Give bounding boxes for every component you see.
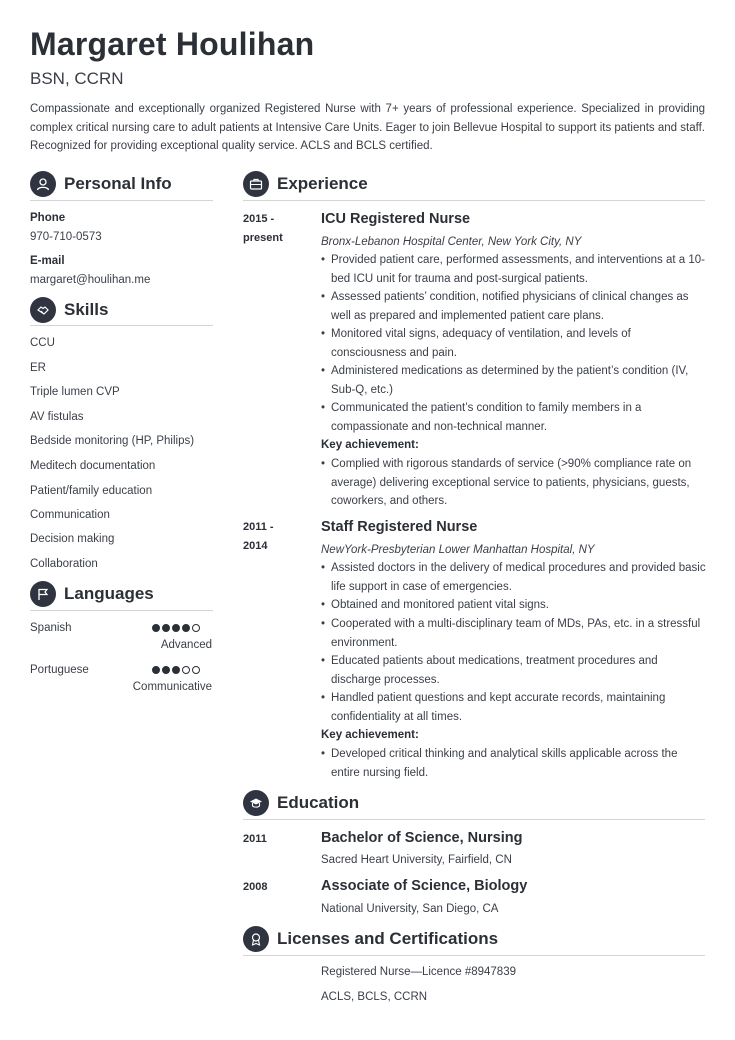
job-company: NewYork-Presbyterian Lower Manhattan Hospital, NY xyxy=(321,544,595,556)
skills-rule xyxy=(30,325,213,326)
job-bullet: • Provided patient care, performed assessments, and interventions at a 10-bed ICU unit for trauma and post-surgical patients. xyxy=(321,251,706,288)
rating-dot-filled xyxy=(172,624,180,632)
rating-dot-filled xyxy=(162,666,170,674)
job-bullet: • Handled patient questions and kept accurate records, maintaining confidentiality at all times. xyxy=(321,689,706,726)
language-level: Communicative xyxy=(132,681,212,693)
languages-rule xyxy=(30,610,213,611)
education-rule xyxy=(243,819,705,820)
skills-title: Skills xyxy=(64,300,109,319)
languages-title: Languages xyxy=(64,584,154,603)
education-year: 2011 xyxy=(243,833,267,845)
language-rating xyxy=(150,666,200,674)
job-bullet: • Obtained and monitored patient vital signs. xyxy=(321,596,706,615)
phone-value: 970-710-0573 xyxy=(30,231,102,243)
skill-item: CCU xyxy=(30,337,55,349)
email-label: E-mail xyxy=(30,255,65,267)
job-bullet: • Assessed patients’ condition, notified physicians of clinical changes as well as prepared and implemented patient care plans. xyxy=(321,288,706,325)
experience-header xyxy=(243,171,368,197)
key-achievement-bullet: • Complied with rigorous standards of service (>90% compliance rate on average) delivering exceptional service to patients, physicians, guests, coworkers, and others. xyxy=(321,455,706,511)
rating-dot-empty xyxy=(192,624,200,632)
job-bullet: • Communicated the patient’s condition to family members in a compassionate and non-technical manner. xyxy=(321,399,706,436)
handshake-icon xyxy=(30,297,56,323)
job-date-end: present xyxy=(243,232,283,244)
skill-item: Meditech documentation xyxy=(30,460,156,472)
skill-item: Collaboration xyxy=(30,558,98,570)
education-school: National University, San Diego, CA xyxy=(321,903,499,915)
languages-header xyxy=(30,581,154,607)
job-title: ICU Registered Nurse xyxy=(321,211,471,227)
job-bullet: • Assisted doctors in the delivery of medical procedures and provided basic life support in case of emergencies. xyxy=(321,559,706,596)
rating-dot-empty xyxy=(192,666,200,674)
skill-item: Communication xyxy=(30,509,110,521)
personal-info-rule xyxy=(30,200,213,201)
skill-item: Patient/family education xyxy=(30,485,153,497)
education-header xyxy=(243,790,359,816)
skill-item: ER xyxy=(30,362,46,374)
skill-item: AV fistulas xyxy=(30,411,84,423)
job-bullet: • Cooperated with a multi-disciplinary team of MDs, PAs, etc. in a stressful environment. xyxy=(321,615,706,652)
candidate-name: Margaret Houlihan xyxy=(30,26,315,62)
job-bullet: • Administered medications as determined by the patient’s condition (IV, Sub-Q, etc.) xyxy=(321,362,706,399)
job-date-start: 2015 - xyxy=(243,213,275,225)
skill-item: Decision making xyxy=(30,533,115,545)
language-level: Advanced xyxy=(160,639,212,651)
rating-dot-empty xyxy=(182,666,190,674)
rating-dot-filled xyxy=(152,624,160,632)
language-rating xyxy=(150,624,200,632)
key-achievement-label: Key achievement: xyxy=(321,439,419,451)
phone-label: Phone xyxy=(30,212,66,224)
rating-dot-filled xyxy=(152,666,160,674)
job-bullet: • Monitored vital signs, adequacy of ventilation, and levels of consciousness and pain. xyxy=(321,325,706,362)
summary-paragraph: Compassionate and exceptionally organized Registered Nurse with 7+ years of professional experience. Specialized in providing complex critical nursing care to adult patients at Intensive Care Units. Eager to join Bellevue Hospital to support its patients and staff. Recognized for providing exceptional quality service. ACLS and BCLS certified. xyxy=(30,103,705,152)
education-year: 2008 xyxy=(243,881,268,893)
language-name: Spanish xyxy=(30,622,72,634)
language-name: Portuguese xyxy=(30,664,89,676)
job-bullet: • Educated patients about medications, treatment procedures and discharge processes. xyxy=(321,652,706,689)
education-degree: Associate of Science, Biology xyxy=(321,878,528,894)
licenses-header xyxy=(243,926,498,952)
skills-header xyxy=(30,297,108,323)
personal-info-title: Personal Info xyxy=(64,174,172,193)
key-achievement-label: Key achievement: xyxy=(321,729,419,741)
skill-item: Triple lumen CVP xyxy=(30,386,120,398)
experience-title: Experience xyxy=(277,174,368,193)
education-degree: Bachelor of Science, Nursing xyxy=(321,830,523,846)
rating-dot-filled xyxy=(162,624,170,632)
job-date xyxy=(243,518,274,556)
briefcase-icon xyxy=(243,171,269,197)
rating-dot-filled xyxy=(172,666,180,674)
personal-info-header xyxy=(30,171,172,197)
rating-dot-filled xyxy=(182,624,190,632)
candidate-credentials: BSN, CCRN xyxy=(30,69,124,88)
education-school: Sacred Heart University, Fairfield, CN xyxy=(321,854,512,866)
job-date-end: 2014 xyxy=(243,540,268,552)
license-item: Registered Nurse—Licence #8947839 xyxy=(321,966,516,978)
experience-rule xyxy=(243,200,705,201)
graduation-cap-icon xyxy=(243,790,269,816)
email-value: margaret@houlihan.me xyxy=(30,274,151,286)
flag-icon xyxy=(30,581,56,607)
key-achievement-bullet: • Developed critical thinking and analytical skills applicable across the entire nursing field. xyxy=(321,745,706,782)
job-title: Staff Registered Nurse xyxy=(321,519,478,535)
licenses-rule xyxy=(243,955,705,956)
skill-item: Bedside monitoring (HP, Philips) xyxy=(30,435,195,447)
licenses-title: Licenses and Certifications xyxy=(277,929,499,948)
award-icon xyxy=(243,926,269,952)
education-title: Education xyxy=(277,793,360,812)
job-date-start: 2011 - xyxy=(243,521,274,533)
job-company: Bronx-Lebanon Hospital Center, New York City, NY xyxy=(321,236,582,248)
license-item: ACLS, BCLS, CCRN xyxy=(321,991,428,1003)
user-icon xyxy=(30,171,56,197)
job-date xyxy=(243,210,283,248)
